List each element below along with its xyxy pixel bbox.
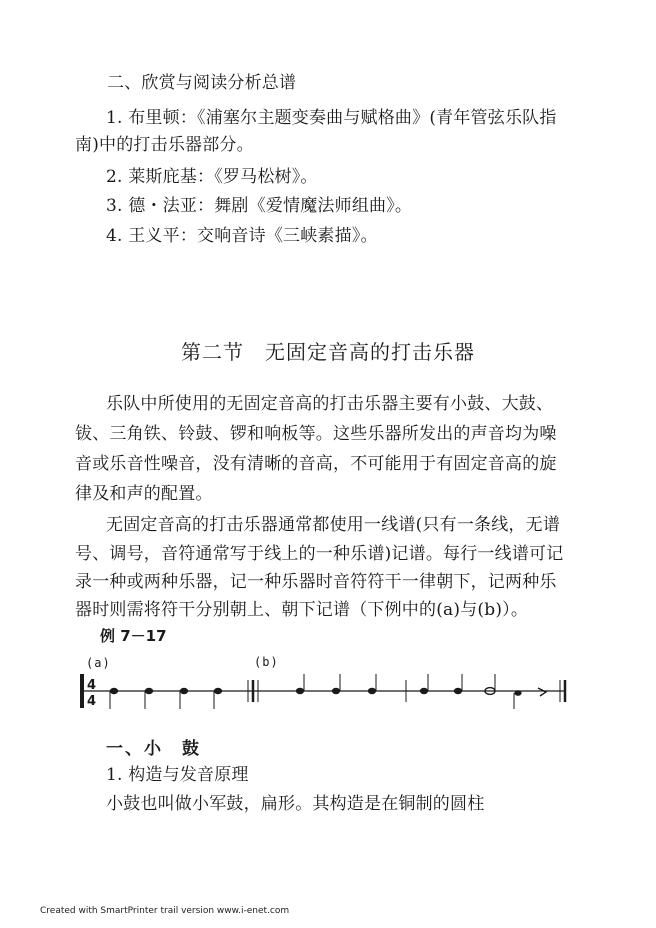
paragraph1-line2: 钹、三角铁、铃鼓、锣和响板等。这些乐器所发出的声音均为噪 — [75, 424, 557, 444]
rest-icon — [538, 688, 546, 696]
clef-bracket-icon — [80, 674, 84, 708]
note-stem-down — [514, 690, 522, 709]
list-item-3: 3. 德・法亚：舞剧《爱情魔法师组曲》。 — [106, 196, 413, 216]
example-label: 例 7－17 — [100, 627, 167, 645]
time-signature-top: 4 — [87, 678, 97, 693]
paragraph2-line2: 号、调号，音符通常写于线上的一种乐谱)记谱。每行一线谱可记 — [75, 544, 564, 564]
note-stem-up — [296, 674, 304, 694]
section-title: 第二节 无固定音高的打击乐器 — [181, 340, 475, 364]
note-stem-up — [368, 674, 376, 694]
list-item-4: 4. 王义平：交响音诗《三峡素描》。 — [106, 226, 378, 246]
staff-label-a: (a) — [86, 656, 111, 670]
note-stem-up — [454, 674, 462, 694]
section-heading: 二、欣赏与阅读分析总谱 — [107, 73, 297, 93]
last-line: 小鼓也叫做小军鼓，扁形。其构造是在铜制的圆柱 — [106, 794, 485, 814]
footer-watermark: Created with SmartPrinter trail version www.i-enet.com — [40, 906, 290, 916]
subsection-heading: 一、小 鼓 — [106, 739, 201, 759]
paragraph1-line1: 乐队中所使用的无固定音高的打击乐器主要有小鼓、大鼓、 — [106, 394, 554, 414]
staff-label-b: (b) — [254, 655, 279, 669]
note-stem-up — [332, 674, 340, 694]
paragraph1-line4: 律及和声的配置。 — [75, 484, 213, 504]
list-item-1-line2: 南)中的打击乐器部分。 — [75, 135, 254, 155]
note-stem-down — [180, 688, 188, 709]
list-item-2: 2. 莱斯庇基：《罗马松树》。 — [106, 167, 318, 187]
paragraph2-line3: 录一种或两种乐器，记一种乐器时音符符干一律朝下，记两种乐 — [75, 572, 557, 592]
note-stem-down — [214, 688, 222, 709]
sub-item: 1. 构造与发音原理 — [106, 765, 249, 785]
music-staff-example — [0, 652, 656, 712]
time-signature-bottom: 4 — [87, 694, 97, 709]
paragraph2-line1: 无固定音高的打击乐器通常都使用一线谱(只有一条线，无谱 — [106, 515, 561, 535]
note-stem-down — [110, 688, 118, 709]
one-line-staff — [0, 652, 656, 712]
paragraph2-line4: 器时则需将符干分别朝上、朝下记谱（下例中的(a)与(b)）。 — [75, 600, 529, 620]
paragraph1-line3: 音或乐音性噪音，没有清晰的音高，不可能用于有固定音高的旋 — [75, 454, 557, 474]
note-stem-down — [145, 688, 153, 709]
list-item-1-line1: 1. 布里顿：《浦塞尔主题变奏曲与赋格曲》(青年管弦乐队指 — [106, 108, 557, 128]
note-stem-up — [420, 674, 428, 694]
